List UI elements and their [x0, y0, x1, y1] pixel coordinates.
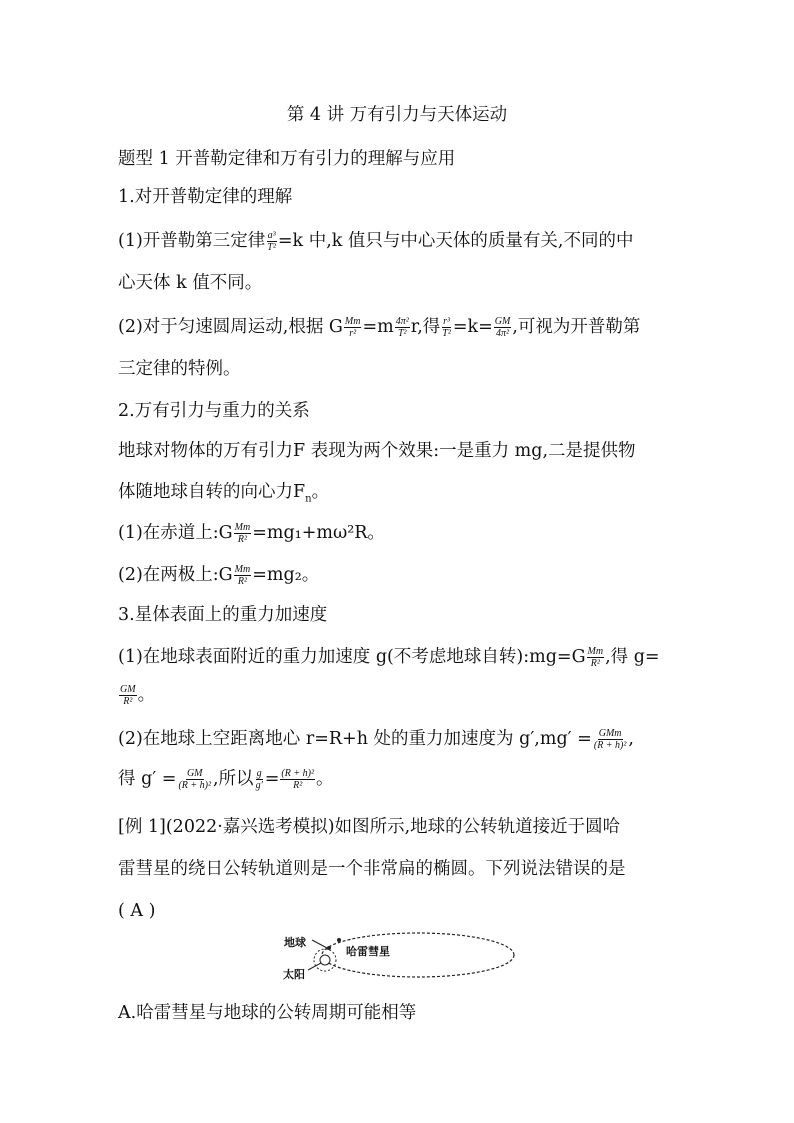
- s1-para2-line2: 三定律的特例。: [118, 359, 241, 379]
- s3-para2-line2: 得 g′ = $\frac{GM}{\text{(R + h)²}}$ ,所以 $\frac{g}{g'}$ = $\frac{\text{(R + h)²}}{\text{R²}}$ 。: [118, 768, 334, 791]
- earth-dot: [327, 946, 331, 950]
- s1-para1-line2: 心天体 k 值不同。: [118, 273, 263, 293]
- s2-para2: 体随地球自转的向心力$F_n$。: [118, 482, 330, 505]
- example-line1: [例 1](2022·嘉兴选考模拟)如图所示,地球的公转轨道接近于圆哈: [118, 817, 621, 837]
- page-title: 第 4 讲 万有引力与天体运动: [286, 105, 508, 125]
- s1-para2-line1: (2)对于匀速圆周运动,根据 G $\frac{Mm}{\text{r²}}$ =m $\frac{\text{4π²}}{\text{T²}}$ r,得 $\frac{\text{r³}}{\text{T²}}$ =k= $\frac{GM}{\text{4π²}}$ ,可视为开普勒第: [118, 316, 641, 339]
- fraction: $\frac{Mm}{\text{R²}}$: [587, 646, 604, 669]
- fraction: $\frac{\text{(R + h)²}}{\text{R²}}$: [281, 768, 314, 791]
- fraction: $\frac{GM}{\text{(R + h)²}}$: [178, 768, 211, 791]
- comet-dot: [337, 938, 341, 942]
- fraction: $\frac{GM}{\text{4π²}}$: [494, 316, 511, 339]
- s1-para1-line1: (1)开普勒第三定律 $\frac{\text{a³}}{\text{T²}}$ =k 中,k 值只与中心天体的质量有关,不同的中: [118, 230, 634, 253]
- label-sun: 太阳: [283, 968, 305, 981]
- s1-heading: 1.对开普勒定律的理解: [118, 187, 293, 207]
- fraction: $\frac{Mm}{\text{R²}}$: [234, 522, 251, 545]
- orbit-figure: [278, 926, 522, 984]
- s2-poles: (2)在两极上:G $\frac{Mm}{\text{R²}}$ =mg₂。: [118, 564, 320, 587]
- fraction: $\frac{\text{4π²}}{\text{T²}}$: [395, 316, 409, 339]
- fraction: $\frac{Mm}{\text{r²}}$: [344, 316, 361, 339]
- fraction: $\frac{\text{a³}}{\text{T²}}$: [267, 230, 276, 253]
- example-line2: 雷彗星的绕日公转轨道则是一个非常扁的椭圆。下列说法错误的是: [118, 859, 626, 879]
- section-heading: 题型 1 开普勒定律和万有引力的理解与应用: [118, 149, 456, 169]
- option-a: A.哈雷彗星与地球的公转周期可能相等: [118, 1003, 417, 1023]
- label-earth: 地球: [284, 936, 306, 949]
- s3-para1-line1: (1)在地球表面附近的重力加速度 g(不考虑地球自转):mg=G $\frac{Mm}{\text{R²}}$ ,得 g=: [118, 646, 660, 669]
- fraction: $\frac{\text{r³}}{\text{T²}}$: [442, 316, 451, 339]
- example-answer: ( A ): [118, 901, 156, 921]
- s3-para2-line1: (2)在地球上空距离地心 r=R+h 处的重力加速度为 g′,mg′ = $\frac{\text{GMm}}{\text{(R + h)²}}$ ,: [118, 728, 634, 751]
- label-comet: 哈雷彗星: [346, 945, 390, 958]
- s3-para1-line2: $\frac{GM}{\text{R²}}$ 。: [120, 684, 156, 707]
- fraction: $\frac{GM}{\text{R²}}$: [120, 684, 136, 707]
- fraction: $\frac{\text{GMm}}{\text{(R + h)²}}$: [593, 728, 627, 751]
- sun: [320, 955, 330, 965]
- s3-heading: 3.星体表面上的重力加速度: [118, 605, 328, 625]
- fraction: $\frac{Mm}{\text{R²}}$: [234, 564, 251, 587]
- s2-heading: 2.万有引力与重力的关系: [118, 401, 310, 421]
- earth-pointer: [312, 940, 327, 948]
- s2-equator: (1)在赤道上:G $\frac{Mm}{\text{R²}}$ =mg₁+mω²R。: [118, 522, 385, 545]
- sun-pointer: [308, 963, 321, 970]
- s2-para1: 地球对物体的万有引力F 表现为两个效果:一是重力 mg,二是提供物: [118, 441, 636, 461]
- fraction: $\frac{g}{g'}$: [255, 768, 263, 791]
